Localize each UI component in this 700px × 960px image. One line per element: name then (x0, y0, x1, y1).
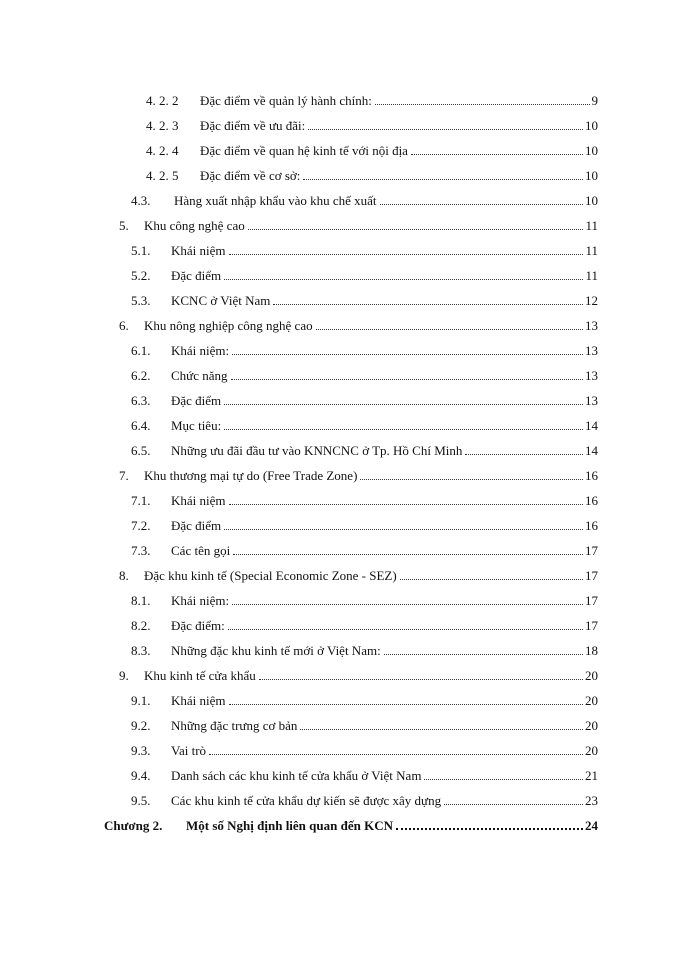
toc-entry[interactable] (119, 563, 598, 583)
toc-entry-title: Khu kinh tế cửa khẩu (144, 668, 256, 683)
toc-entry[interactable] (131, 238, 598, 258)
toc-entry-number: 9.2. (131, 718, 151, 733)
toc-entry-page: 20 (585, 718, 598, 733)
toc-entry[interactable] (119, 463, 598, 483)
toc-entry-page: 10 (585, 143, 598, 158)
toc-entry-number: 5. (119, 218, 129, 233)
dot-leader (224, 528, 583, 530)
dot-leader (233, 553, 583, 555)
toc-entry-page: 14 (585, 418, 598, 433)
toc-entry-title: Đặc điểm (171, 393, 222, 408)
toc-entry-number: 8. (119, 568, 129, 583)
toc-entry-number: 6.3. (131, 393, 151, 408)
toc-entry-number: 6.2. (131, 368, 151, 383)
dot-leader (444, 803, 583, 805)
toc-entry-number: 9.5. (131, 793, 151, 808)
dot-leader (224, 428, 583, 430)
toc-entry[interactable] (131, 788, 598, 808)
toc-entry-page: 17 (585, 568, 598, 583)
dot-leader (209, 753, 583, 755)
toc-entry-title: Đặc điểm (171, 268, 222, 283)
toc-entry-number: 9.1. (131, 693, 151, 708)
toc-entry[interactable] (119, 213, 598, 233)
dot-leader (396, 827, 583, 830)
dot-leader (229, 703, 583, 705)
toc-entry[interactable] (146, 138, 598, 158)
toc-entry[interactable] (131, 288, 598, 308)
toc-entry-title: Đặc điểm về cơ sở: (200, 168, 301, 183)
toc-entry[interactable] (131, 363, 598, 383)
toc-entry-number: 8.1. (131, 593, 151, 608)
toc-entry-page: 10 (585, 118, 598, 133)
toc-entry[interactable] (146, 88, 598, 108)
toc-entry-page: 24 (585, 818, 598, 833)
toc-entry-number: 7. (119, 468, 129, 483)
dot-leader (300, 728, 583, 730)
toc-entry-number: 8.3. (131, 643, 151, 658)
dot-leader (229, 503, 583, 505)
toc-entry[interactable] (131, 713, 598, 733)
toc-entry-number: 6.1. (131, 343, 151, 358)
dot-leader (465, 453, 583, 455)
toc-entry-title: Các khu kinh tế cửa khẩu dự kiến sẽ được xây dựng (171, 793, 442, 808)
toc-chapter-entry[interactable] (104, 813, 598, 833)
toc-entry-title: Những đặc trưng cơ bản (171, 718, 298, 733)
toc-entry[interactable] (131, 638, 598, 658)
toc-entry-title: Đặc điểm (171, 518, 222, 533)
toc-entry-number: 4. 2. 5 (146, 168, 179, 183)
toc-entry-page: 21 (585, 768, 598, 783)
toc-entry-number: 4. 2. 3 (146, 118, 179, 133)
toc-entry-title: Khu thương mại tự do (Free Trade Zone) (144, 468, 358, 483)
toc-entry-number: 6.5. (131, 443, 151, 458)
toc-entry[interactable] (131, 513, 598, 533)
toc-entry-title: Những ưu đãi đầu tư vào KNNCNC ở Tp. Hồ Chí Minh (171, 443, 463, 458)
toc-entry-page: 20 (585, 693, 598, 708)
toc-entry-number: 5.3. (131, 293, 151, 308)
toc-entry-title: Chức năng (171, 368, 228, 383)
toc-entry-number: 9.3. (131, 743, 151, 758)
toc-entry-page: 18 (585, 643, 598, 658)
toc-entry[interactable] (131, 763, 598, 783)
toc-entry-page: 10 (585, 168, 598, 183)
dot-leader (231, 378, 583, 380)
toc-entry[interactable] (131, 588, 598, 608)
toc-entry-number: 9. (119, 668, 129, 683)
toc-entry-title: Đặc điểm về quản lý hành chính: (200, 93, 372, 108)
toc-entry-number: 5.1. (131, 243, 151, 258)
dot-leader (411, 153, 583, 155)
toc-entry[interactable] (131, 538, 598, 558)
dot-leader (273, 303, 583, 305)
toc-entry[interactable] (131, 738, 598, 758)
toc-entry-number: 4.3. (131, 193, 151, 208)
toc-entry-page: 13 (585, 318, 598, 333)
toc-entry-page: 10 (585, 193, 598, 208)
toc-entry-title: Mục tiêu: (171, 418, 222, 433)
toc-entry-page: 17 (585, 593, 598, 608)
toc-entry[interactable] (131, 688, 598, 708)
toc-entry-page: 16 (585, 468, 598, 483)
dot-leader (316, 328, 583, 330)
toc-entry-page: 11 (585, 243, 598, 258)
toc-entry-title: Khu nông nghiệp công nghệ cao (144, 318, 313, 333)
toc-entry[interactable] (131, 188, 598, 208)
toc-entry-title: Khái niệm: (171, 343, 230, 358)
dot-leader (400, 578, 583, 580)
toc-entry-title: Vai trò (171, 743, 207, 758)
toc-entry-page: 16 (585, 493, 598, 508)
dot-leader (232, 603, 583, 605)
dot-leader (424, 778, 583, 780)
toc-entry[interactable] (131, 263, 598, 283)
toc-entry-title: Danh sách các khu kinh tế cửa khẩu ở Việt Nam (171, 768, 422, 783)
toc-entry-number: 7.3. (131, 543, 151, 558)
toc-entry-page: 11 (585, 218, 598, 233)
toc-entry-title: Khái niệm: (171, 593, 230, 608)
toc-entry-number: 7.1. (131, 493, 151, 508)
toc-entry-page: 13 (585, 368, 598, 383)
toc-entry-title: Khái niệm (171, 243, 226, 258)
toc-entry-title: Khái niệm (171, 693, 226, 708)
toc-entry-number: Chương 2. (104, 818, 163, 833)
dot-leader (248, 228, 584, 230)
toc-entry[interactable] (146, 113, 598, 133)
toc-entry-page: 16 (585, 518, 598, 533)
toc-entry-page: 13 (585, 343, 598, 358)
dot-leader (375, 103, 590, 105)
toc-entry-title: Các tên gọi (171, 543, 231, 558)
toc-entry[interactable] (119, 313, 598, 333)
toc-entry-number: 4. 2. 2 (146, 93, 179, 108)
toc-entry-number: 7.2. (131, 518, 151, 533)
toc-entry-page: 20 (585, 668, 598, 683)
toc-entry[interactable] (131, 338, 598, 358)
toc-entry-title: Khái niệm (171, 493, 226, 508)
toc-entry-title: Đặc điểm về quan hệ kinh tế với nội địa (200, 143, 408, 158)
toc-entry-title: Đặc điểm: (171, 618, 225, 633)
toc-entry-page: 23 (585, 793, 598, 808)
dot-leader (308, 128, 583, 130)
toc-entry-page: 20 (585, 743, 598, 758)
toc-entry-page: 12 (585, 293, 598, 308)
toc-entry[interactable] (131, 613, 598, 633)
toc-entry-title: KCNC ở Việt Nam (171, 293, 271, 308)
toc-entry-page: 13 (585, 393, 598, 408)
toc-entry-number: 4. 2. 4 (146, 143, 179, 158)
toc-entry[interactable] (131, 488, 598, 508)
dot-leader (380, 203, 583, 205)
toc-entry[interactable] (131, 438, 598, 458)
toc-entry-page: 11 (585, 268, 598, 283)
toc-entry-title: Đặc khu kinh tế (Special Economic Zone - SEZ) (144, 568, 397, 583)
dot-leader (224, 278, 583, 280)
toc-entry-number: 8.2. (131, 618, 151, 633)
toc-entry-number: 6.4. (131, 418, 151, 433)
toc-entry-title: Khu công nghệ cao (144, 218, 245, 233)
toc-entry-title: Một số Nghị định liên quan đến KCN (186, 818, 393, 833)
toc-entry-page: 17 (585, 618, 598, 633)
toc-entry-title: Hàng xuất nhập khẩu vào khu chế xuất (174, 193, 377, 208)
dot-leader (259, 678, 583, 680)
dot-leader (360, 478, 583, 480)
toc-entry[interactable] (119, 663, 598, 683)
toc-entry-number: 9.4. (131, 768, 151, 783)
toc-entry[interactable] (146, 163, 598, 183)
toc-entry-page: 17 (585, 543, 598, 558)
toc-entry[interactable] (131, 413, 598, 433)
toc-entry-number: 5.2. (131, 268, 151, 283)
dot-leader (224, 403, 583, 405)
dot-leader (229, 253, 584, 255)
toc-entry-title: Những đặc khu kinh tế mới ở Việt Nam: (171, 643, 381, 658)
dot-leader (384, 653, 583, 655)
toc-entry-number: 6. (119, 318, 129, 333)
dot-leader (228, 628, 583, 630)
dot-leader (303, 178, 583, 180)
toc-entry[interactable] (131, 388, 598, 408)
dot-leader (232, 353, 583, 355)
toc-entry-title: Đặc điểm về ưu đãi: (200, 118, 306, 133)
toc-entry-page: 14 (585, 443, 598, 458)
toc-entry-page: 9 (591, 93, 598, 108)
